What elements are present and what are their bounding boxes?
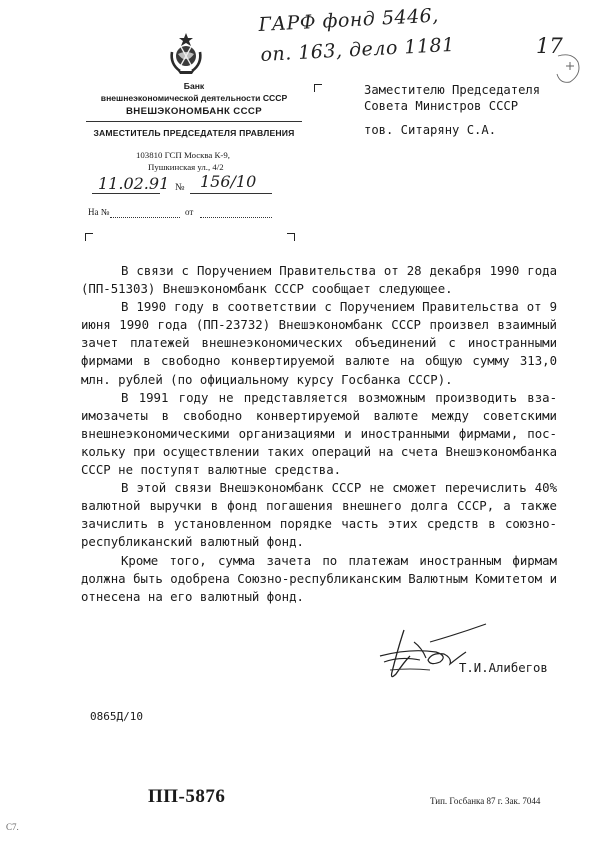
corner-mark-address [314, 84, 322, 92]
letterhead-divider [86, 121, 302, 122]
addressee-line2: Совета Министров СССР [364, 99, 519, 113]
paragraph [81, 389, 557, 479]
body-line: валютной выручки в фонд погашения внешнего долга СССР, а также [81, 499, 557, 514]
edge-mark: С7. [6, 822, 19, 832]
paragraph [81, 298, 557, 388]
paragraph [81, 552, 557, 606]
body-line: Кроме того, сумма зачета по платежам иностранным фирмам [121, 553, 557, 568]
reference-number-line [110, 217, 180, 218]
letter-date: 11.02.91 [98, 174, 170, 193]
stamp-number: ПП-5876 [148, 786, 226, 807]
body-line: В 1990 году в соответствии с Поручением Правительства от 9 [121, 300, 557, 315]
ussr-emblem-icon [166, 30, 206, 76]
printer-note: Тип. Госбанка 87 г. Зак. 7044 [430, 796, 541, 806]
reference-from-label: от [185, 207, 194, 217]
body-line: отнесена на его валютный фонд. [81, 589, 304, 604]
reference-from-line [200, 217, 272, 218]
body-line: (ПП-51303) Внешэкономбанк СССР сообщает следующее. [81, 282, 453, 297]
addressee-line1: Заместителю Председателя [364, 83, 541, 97]
signatory-name: Т.И.Алибегов [459, 661, 548, 675]
body-line: имозачеты в свободно конвертируемой валюте между советскими [81, 408, 557, 423]
document-code: 0865Д/10 [90, 710, 143, 723]
letterhead-bank-full-name: внешнеэкономической деятельности СССР [100, 93, 288, 103]
body-line: В этой связи Внешэкономбанк СССР не сможет перечислить 40% [121, 481, 557, 496]
archive-note-line2: оп. 163, дело 1181 [260, 33, 456, 66]
date-underline [92, 193, 160, 194]
body-line: млн. рублей (по официальному курсу Госбанка СССР). [81, 372, 453, 387]
body-line: В 1991 году не представляется возможным производить вза- [121, 390, 557, 405]
body-line: фирмами в свободно конвертируемой валюте на общую сумму 313,0 [81, 354, 557, 369]
body-line: внешнеэкономическими организациями и иностранными фирмами, пос- [81, 426, 557, 441]
letterhead-bank-word: Банк [183, 81, 205, 91]
paragraph [81, 479, 557, 551]
number-underline [190, 193, 272, 194]
letter-number-sign: № [175, 182, 185, 193]
body-line: должна быть одобрена Союзно-республиканским Валютным Комитетом и [81, 571, 557, 586]
body-line: июня 1990 года (ПП-23732) Внешэкономбанк СССР произвел взаимный [81, 318, 557, 333]
paragraph [81, 262, 557, 298]
letterhead-position: ЗАМЕСТИТЕЛЬ ПРЕДСЕДАТЕЛЯ ПРАВЛЕНИЯ [93, 128, 295, 138]
body-line: республиканский валютный фонд. [81, 535, 304, 550]
archive-note-line1: ГАРФ фонд 5446, [258, 4, 440, 36]
letter-number: 156/10 [200, 172, 257, 191]
archive-sheet-number: 17 [536, 34, 563, 58]
body-line: В связи с Поручением Правительства от 28 декабря 1990 года [121, 264, 557, 278]
corner-mark-top-left [85, 233, 93, 241]
letterhead-address-line1: 103810 ГСП Москва К-9, [136, 150, 230, 160]
letter-body [81, 262, 557, 606]
body-line: зачислить в установленном порядке часть этих средств в союзно- [81, 517, 557, 532]
body-line: СССР не поступят валютные средства. [81, 463, 342, 478]
letterhead-bank-short-name: ВНЕШЭКОНОМБАНК СССР [125, 106, 263, 117]
body-line: кольку при осуществлении таких операций на счета Внешэкономбанка [81, 444, 557, 459]
handwritten-signature [370, 622, 490, 686]
letterhead-address-line2: Пушкинская ул., 4/2 [148, 162, 224, 172]
archive-stamp-mark [554, 52, 584, 86]
body-line: зачет платежей внешнеэкономических объединений с иностранными [81, 336, 557, 351]
reference-number-label: На № [88, 207, 110, 217]
corner-mark-top-right [287, 233, 295, 241]
addressee-line3: тов. Ситаряну С.А. [364, 123, 497, 137]
